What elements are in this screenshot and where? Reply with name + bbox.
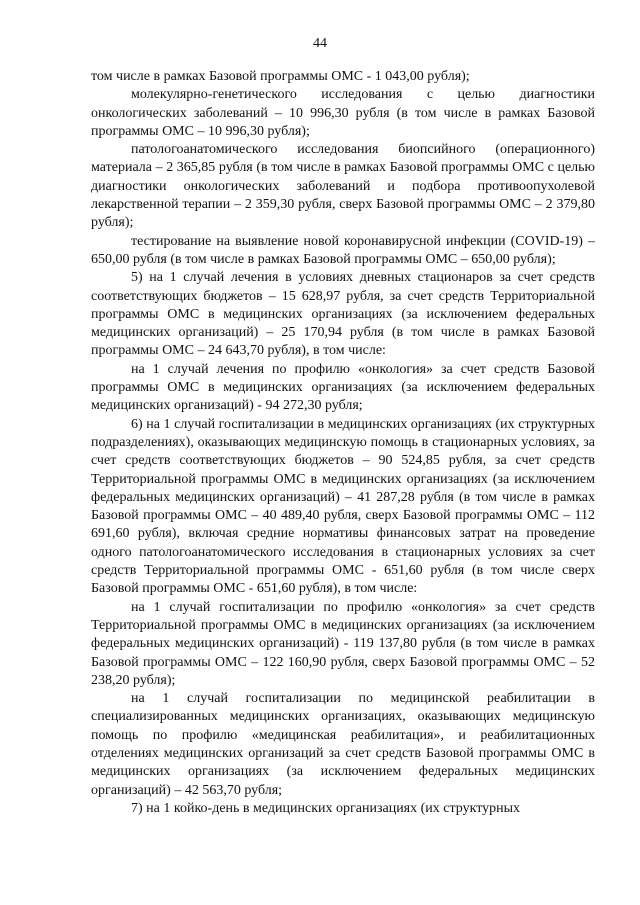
paragraph-covid-testing: тестирование на выявление новой коронавирусной инфекции (COVID-19) – 650,00 рубля (в том числе в рамках Базовой программы ОМС – 650,00 рубля); xyxy=(91,233,595,267)
paragraph-molecular-genetic: молекулярно-генетического исследования с целью диагностики онкологических заболеваний – 10 996,30 рубля (в том числе в рамках Базовой программы ОМС – 10 996,30 рубля); xyxy=(91,87,595,139)
paragraph-rehabilitation-hospitalization: на 1 случай госпитализации по медицинской реабилитации в специализированных медицинских организациях, оказывающих медицинскую помощь по профилю «медицинская реабилитация», и реабилитационных отделениях медицинских организаций за счет средств Базовой программы ОМС в медицинских организациях (за исключением федеральных медицинских организаций) – 42 563,70 рубля; xyxy=(91,691,595,798)
paragraph-item-7-bed-day: 7) на 1 койко-день в медицинских организациях (их структурных xyxy=(131,800,521,816)
page-number: 44 xyxy=(313,36,327,51)
paragraph-oncology-day-case: на 1 случай лечения по профилю «онкология» за счет средств Базовой программы ОМС в медицинских организациях (за исключением федеральных медицинских организаций) - 94 272,30 рубля; xyxy=(91,361,595,414)
paragraph-item-6-hospitalization: 6) на 1 случай госпитализации в медицинских организациях (их структурных подразделениях), оказывающих медицинскую помощь в стационарных условиях, за счет средств соответствующих бюджетов – 90 524,85 рубля, за счет средств Территориальной программы ОМС в медицинских организациях (за исключением федеральных медицинских организаций) – 41 287,28 рубля (в том числе в рамках Базовой программы ОМС – 40 489,40 рубля, сверх Базовой программы ОМС – 112 691,60 рубля), включая средние нормативы финансовых затрат на проведение одного патологоанатомического исследования в стационарных условиях за счет средств Территориальной программы ОМС - 651,60 рубля (в том числе сверх Базовой программы ОМС - 651,60 рубля), в том числе: xyxy=(91,416,595,597)
document-body xyxy=(91,68,595,818)
paragraph-item-5-day-hospital: 5) на 1 случай лечения в условиях дневных стационаров за счет средств соответствующих бюджетов – 15 628,97 рубля, за счет средств Территориальной программы ОМС в медицинских организациях (за исключением федеральных медицинских организаций) – 25 170,94 рубля (в том числе в рамках Базовой программы ОМС – 24 643,70 рубля), в том числе: xyxy=(91,270,595,359)
paragraph-pathology-biopsy: патологоанатомического исследования биопсийного (операционного) материала – 2 365,85 рубля (в том числе в рамках Базовой программы ОМС с целью диагностики онкологических заболеваний и подбора противоопухолевой лекарственной терапии – 2 359,30 рубля, сверх Базовой программы ОМС – 2 379,80 рубля); xyxy=(91,142,595,231)
paragraph-oncology-hospitalization: на 1 случай госпитализации по профилю «онкология» за счет средств Территориальной программы ОМС в медицинских организациях (за исключением федеральных медицинских организаций) - 119 137,80 рубля (в том числе в рамках Базовой программы ОМС – 122 160,90 рубля, сверх Базовой программы ОМС – 52 238,20 рубля); xyxy=(91,599,595,688)
paragraph-continuation: том числе в рамках Базовой программы ОМС - 1 043,00 рубля); xyxy=(91,69,470,84)
